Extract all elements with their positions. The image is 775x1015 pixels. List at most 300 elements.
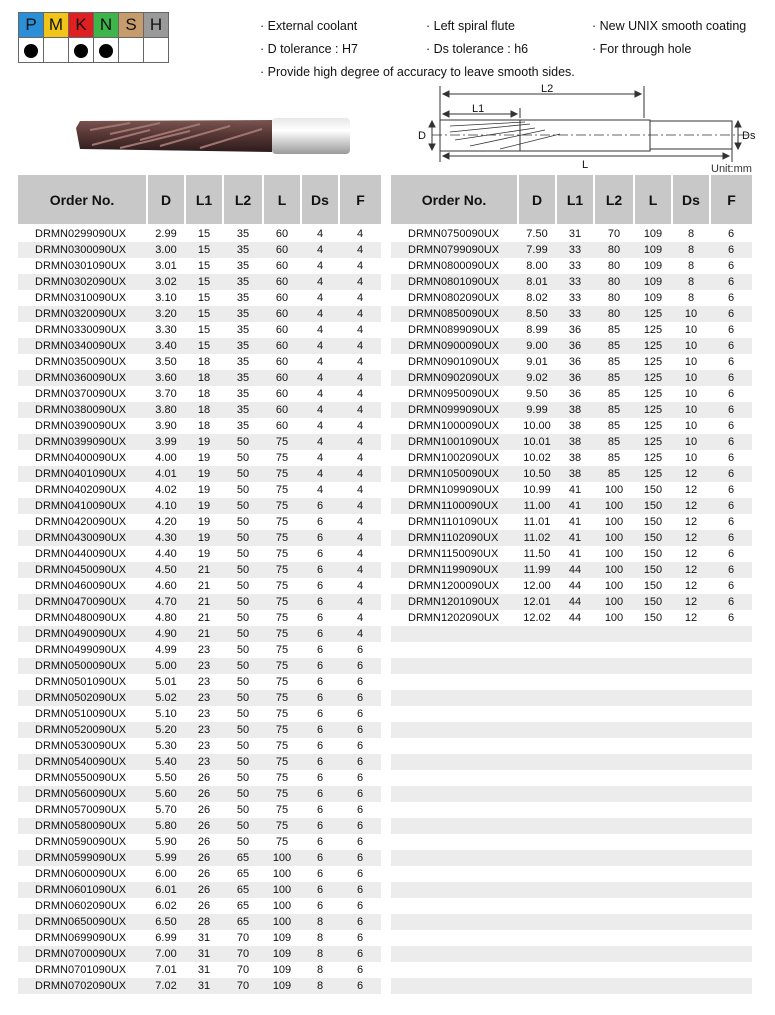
- spec-cell: 23: [197, 740, 211, 752]
- spec-cell: [710, 978, 752, 994]
- spec-cell: 4.10: [147, 498, 185, 514]
- table-row: [391, 882, 752, 898]
- order-number-cell: [391, 674, 518, 690]
- spec-cell: 21: [185, 594, 223, 610]
- spec-cell: 75: [275, 516, 289, 528]
- spec-cell: 41: [568, 516, 582, 528]
- spec-cell: [672, 690, 710, 706]
- spec-cell: 10: [672, 402, 710, 418]
- table-row: [18, 594, 381, 610]
- table-row: [391, 594, 752, 610]
- spec-cell: [518, 642, 556, 658]
- spec-cell: [672, 866, 710, 882]
- spec-cell: 6: [316, 644, 324, 656]
- label-l2: L2: [541, 83, 554, 95]
- column-header: L1: [185, 175, 223, 224]
- order-number-cell: DRMN0470090UX: [18, 594, 147, 610]
- spec-cell: 125: [643, 452, 663, 464]
- table-row: [391, 658, 752, 674]
- table-row: [18, 498, 381, 514]
- spec-cell: [672, 802, 710, 818]
- spec-cell: 75: [275, 452, 289, 464]
- spec-cell: 36: [568, 388, 582, 400]
- spec-cell: 4: [301, 466, 339, 482]
- spec-cell: 19: [185, 434, 223, 450]
- table-row: [391, 786, 752, 802]
- spec-cell: [594, 882, 634, 898]
- order-number-cell: DRMN0300090UX: [18, 242, 147, 258]
- table-row: [18, 546, 381, 562]
- spec-cell: 6: [710, 466, 752, 482]
- order-number-cell: DRMN0299090UX: [35, 228, 127, 240]
- spec-cell: 75: [275, 676, 289, 688]
- order-number-cell: DRMN0330090UX: [35, 324, 127, 336]
- spec-cell: 8.01: [518, 274, 556, 290]
- spec-cell: [634, 770, 672, 786]
- table-row: [18, 514, 381, 530]
- order-number-cell: [391, 786, 518, 802]
- spec-cell: 4: [316, 420, 324, 432]
- spec-cell: 10: [672, 306, 710, 322]
- spec-cell: 75: [263, 466, 301, 482]
- spec-cell: [672, 882, 710, 898]
- column-header: F: [710, 175, 752, 224]
- spec-cell: 5.02: [147, 690, 185, 706]
- order-number-cell: [391, 754, 518, 770]
- spec-cell: 19: [185, 498, 223, 514]
- spec-cell: 150: [634, 562, 672, 578]
- label-d: D: [418, 130, 426, 142]
- spec-cell: 100: [604, 516, 624, 528]
- table-row: [391, 370, 752, 386]
- spec-cell: 35: [236, 420, 250, 432]
- spec-cell: 33: [556, 306, 594, 322]
- spec-cell: 50: [236, 772, 250, 784]
- order-number-cell: DRMN0510090UX: [35, 708, 127, 720]
- spec-cell: 6: [339, 722, 381, 738]
- spec-cell: 41: [556, 498, 594, 514]
- order-number-cell: DRMN0602090UX: [35, 900, 127, 912]
- spec-cell: [594, 722, 634, 738]
- spec-cell: 5.50: [155, 772, 177, 784]
- spec-cell: 60: [263, 306, 301, 322]
- column-header: D: [518, 175, 556, 224]
- spec-cell: 3.80: [147, 402, 185, 418]
- spec-cell: 4: [339, 242, 381, 258]
- spec-cell: 10.02: [523, 452, 551, 464]
- spec-cell: 3.10: [155, 292, 177, 304]
- table-row: [18, 434, 381, 450]
- spec-cell: [556, 706, 594, 722]
- spec-cell: 6: [356, 900, 364, 912]
- spec-cell: 12: [684, 580, 698, 592]
- label-ds: Ds: [742, 130, 756, 142]
- spec-cell: 75: [263, 498, 301, 514]
- spec-cell: 6: [301, 562, 339, 578]
- spec-cell: [594, 866, 634, 882]
- spec-cell: [556, 770, 594, 786]
- spec-cell: 41: [568, 484, 582, 496]
- order-number-cell: DRMN0301090UX: [35, 260, 127, 272]
- spec-cell: 125: [634, 370, 672, 386]
- spec-cell: 4.60: [155, 580, 177, 592]
- spec-cell: 4: [339, 498, 381, 514]
- spec-cell: [672, 946, 710, 962]
- spec-cell: 65: [223, 882, 263, 898]
- order-number-cell: DRMN1200090UX: [408, 580, 500, 592]
- spec-cell: 12.02: [523, 612, 551, 624]
- spec-cell: 15: [197, 228, 211, 240]
- spec-cell: 4.01: [147, 466, 185, 482]
- label-l: L: [582, 159, 589, 171]
- feature-ds-tolerance: · Ds tolerance : h6: [426, 42, 529, 56]
- spec-cell: 36: [556, 370, 594, 386]
- order-number-cell: DRMN0701090UX: [35, 964, 127, 976]
- table-row: [391, 962, 752, 978]
- spec-cell: 4: [356, 324, 364, 336]
- order-number-cell: DRMN0750090UX: [408, 228, 500, 240]
- spec-cell: 12: [672, 562, 710, 578]
- spec-cell: [556, 850, 594, 866]
- spec-cell: 6: [316, 868, 324, 880]
- spec-cell: 4: [356, 484, 364, 496]
- spec-cell: 6: [727, 580, 735, 592]
- table-row: [391, 642, 752, 658]
- spec-cell: 75: [275, 580, 289, 592]
- spec-cell: 109: [643, 260, 663, 272]
- table-row: [391, 674, 752, 690]
- spec-cell: 50: [236, 708, 250, 720]
- order-number-cell: [391, 706, 518, 722]
- spec-cell: 65: [223, 850, 263, 866]
- spec-cell: 6: [316, 548, 324, 560]
- table-row: [391, 306, 752, 322]
- spec-cell: 6: [356, 772, 364, 784]
- spec-cell: 6: [301, 658, 339, 674]
- feature-accuracy: · Provide high degree of accuracy to leave smooth sides.: [260, 65, 575, 79]
- spec-cell: 12: [672, 594, 710, 610]
- spec-cell: 6: [356, 932, 364, 944]
- table-row: [391, 850, 752, 866]
- spec-cell: [672, 914, 710, 930]
- table-row: [391, 722, 752, 738]
- table-row: [18, 930, 381, 946]
- spec-cell: 50: [236, 676, 250, 688]
- spec-cell: 70: [236, 932, 250, 944]
- spec-cell: 125: [643, 420, 663, 432]
- table-row: [391, 818, 752, 834]
- spec-cell: 26: [197, 772, 211, 784]
- spec-cell: 75: [263, 690, 301, 706]
- spec-cell: [710, 818, 752, 834]
- spec-cell: [518, 722, 556, 738]
- spec-cell: 26: [197, 868, 211, 880]
- spec-cell: 75: [263, 626, 301, 642]
- spec-cell: [672, 722, 710, 738]
- table-row: [391, 224, 752, 242]
- table-row: [18, 258, 381, 274]
- order-number-cell: DRMN0430090UX: [18, 530, 147, 546]
- table-row: [18, 914, 381, 930]
- spec-cell: 4.70: [147, 594, 185, 610]
- order-number-cell: [391, 930, 518, 946]
- order-number-cell: DRMN0450090UX: [18, 562, 147, 578]
- spec-cell: [518, 786, 556, 802]
- spec-cell: 6: [316, 836, 324, 848]
- spec-cell: 26: [197, 900, 211, 912]
- spec-cell: 65: [223, 914, 263, 930]
- spec-cell: 4: [316, 228, 324, 240]
- spec-cell: 75: [263, 754, 301, 770]
- spec-cell: [518, 834, 556, 850]
- spec-cell: 35: [223, 274, 263, 290]
- table-row: [18, 402, 381, 418]
- spec-cell: [518, 850, 556, 866]
- spec-cell: 26: [197, 836, 211, 848]
- spec-cell: 5.80: [147, 818, 185, 834]
- spec-cell: 12: [672, 466, 710, 482]
- spec-cell: 6: [710, 338, 752, 354]
- spec-cell: 12: [684, 484, 698, 496]
- order-number-cell: DRMN1002090UX: [408, 452, 500, 464]
- spec-cell: 10: [684, 452, 698, 464]
- spec-cell: 38: [556, 402, 594, 418]
- spec-cell: 80: [607, 260, 621, 272]
- table-row: [18, 962, 381, 978]
- spec-cell: [594, 738, 634, 754]
- spec-cell: 75: [275, 548, 289, 560]
- spec-cell: 23: [197, 676, 211, 688]
- spec-cell: [556, 786, 594, 802]
- spec-cell: [634, 706, 672, 722]
- spec-cell: 3.02: [147, 274, 185, 290]
- spec-cell: [634, 962, 672, 978]
- spec-cell: 10.01: [518, 434, 556, 450]
- column-header: L2: [594, 175, 634, 224]
- spec-cell: 6: [301, 754, 339, 770]
- spec-cell: [518, 978, 556, 994]
- spec-cell: 100: [272, 868, 292, 880]
- spec-cell: [672, 930, 710, 946]
- spec-cell: 36: [556, 338, 594, 354]
- material-cell: M: [44, 13, 69, 38]
- spec-cell: 6: [727, 356, 735, 368]
- table-row: [391, 258, 752, 274]
- table-row: [391, 610, 752, 626]
- spec-cell: 41: [556, 530, 594, 546]
- feature-coolant: · External coolant: [260, 19, 358, 33]
- order-number-cell: DRMN0900090UX: [391, 338, 518, 354]
- spec-cell: 6.00: [155, 868, 177, 880]
- spec-cell: 60: [263, 338, 301, 354]
- spec-cell: 85: [594, 370, 634, 386]
- spec-cell: [518, 898, 556, 914]
- spec-cell: 75: [275, 612, 289, 624]
- spec-cell: 75: [275, 740, 289, 752]
- spec-cell: 150: [643, 612, 663, 624]
- column-header: Ds: [301, 175, 339, 224]
- table-row: [18, 642, 381, 658]
- spec-cell: 60: [275, 260, 289, 272]
- product-table-left: [18, 175, 381, 994]
- order-number-cell: DRMN1102090UX: [391, 530, 518, 546]
- spec-cell: 4: [301, 274, 339, 290]
- spec-cell: 18: [197, 356, 211, 368]
- table-row: [18, 754, 381, 770]
- spec-cell: 6.01: [147, 882, 185, 898]
- spec-cell: [672, 834, 710, 850]
- unit-label: Unit:mm: [711, 163, 752, 175]
- spec-cell: 60: [275, 228, 289, 240]
- spec-cell: 15: [185, 338, 223, 354]
- spec-cell: 23: [185, 754, 223, 770]
- spec-cell: 11.99: [518, 562, 556, 578]
- order-number-cell: [391, 802, 518, 818]
- spec-cell: 19: [197, 484, 211, 496]
- spec-cell: [634, 866, 672, 882]
- spec-cell: 44: [556, 562, 594, 578]
- spec-cell: 75: [275, 804, 289, 816]
- spec-cell: 3.00: [147, 242, 185, 258]
- spec-cell: 150: [643, 484, 663, 496]
- spec-cell: 41: [568, 548, 582, 560]
- spec-cell: 15: [185, 274, 223, 290]
- spec-cell: 31: [185, 946, 223, 962]
- spec-cell: [556, 674, 594, 690]
- spec-cell: 100: [604, 612, 624, 624]
- spec-cell: 6: [710, 498, 752, 514]
- spec-cell: [556, 946, 594, 962]
- product-diagram: [0, 0, 775, 175]
- table-row: [18, 466, 381, 482]
- spec-cell: 15: [185, 242, 223, 258]
- table-row: [18, 482, 381, 498]
- spec-cell: 6: [301, 850, 339, 866]
- table-row: [391, 242, 752, 258]
- table-row: [391, 690, 752, 706]
- spec-cell: 21: [197, 580, 211, 592]
- table-row: [18, 224, 381, 242]
- order-number-cell: DRMN0460090UX: [35, 580, 127, 592]
- order-number-cell: [391, 738, 518, 754]
- spec-cell: 7.99: [518, 242, 556, 258]
- spec-cell: 35: [223, 402, 263, 418]
- column-header: Order No.: [18, 175, 147, 224]
- spec-cell: 33: [556, 274, 594, 290]
- spec-cell: [594, 770, 634, 786]
- table-row: [18, 530, 381, 546]
- order-number-cell: [391, 914, 518, 930]
- spec-cell: 50: [223, 434, 263, 450]
- spec-cell: 75: [263, 818, 301, 834]
- spec-cell: 7.01: [155, 964, 177, 976]
- spec-cell: [594, 690, 634, 706]
- spec-cell: 6: [727, 452, 735, 464]
- spec-cell: 50: [236, 740, 250, 752]
- spec-cell: 44: [568, 580, 582, 592]
- order-number-cell: DRMN1099090UX: [408, 484, 500, 496]
- spec-cell: [710, 914, 752, 930]
- spec-cell: [556, 802, 594, 818]
- spec-cell: 8: [687, 260, 695, 272]
- spec-cell: 6: [316, 612, 324, 624]
- spec-cell: 125: [643, 324, 663, 336]
- order-number-cell: [391, 882, 518, 898]
- spec-cell: 26: [185, 850, 223, 866]
- spec-cell: 11.01: [523, 516, 551, 528]
- order-number-cell: DRMN0901090UX: [408, 356, 500, 368]
- spec-cell: 6.99: [155, 932, 177, 944]
- spec-cell: 4.99: [155, 644, 177, 656]
- spec-cell: 6: [301, 786, 339, 802]
- spec-cell: [556, 658, 594, 674]
- order-number-cell: DRMN0380090UX: [18, 402, 147, 418]
- spec-cell: 3.50: [155, 356, 177, 368]
- spec-cell: 15: [197, 292, 211, 304]
- order-number-cell: DRMN0540090UX: [18, 754, 147, 770]
- spec-cell: 31: [185, 978, 223, 994]
- spec-cell: 4: [316, 356, 324, 368]
- spec-cell: 4: [316, 260, 324, 272]
- spec-cell: 6: [339, 690, 381, 706]
- order-number-cell: DRMN1100090UX: [391, 498, 518, 514]
- spec-cell: 6: [356, 740, 364, 752]
- feature-coating: · New UNIX smooth coating: [592, 19, 747, 33]
- order-number-cell: DRMN0550090UX: [35, 772, 127, 784]
- spec-cell: 10: [684, 356, 698, 368]
- spec-cell: 6: [727, 260, 735, 272]
- spec-cell: 19: [197, 452, 211, 464]
- table-row: [391, 866, 752, 882]
- spec-cell: [556, 914, 594, 930]
- order-number-cell: DRMN0902090UX: [391, 370, 518, 386]
- spec-cell: [556, 978, 594, 994]
- spec-cell: [594, 754, 634, 770]
- spec-cell: [518, 914, 556, 930]
- spec-cell: [594, 706, 634, 722]
- order-number-cell: DRMN0390090UX: [35, 420, 127, 432]
- spec-cell: 6: [710, 530, 752, 546]
- spec-cell: 70: [223, 946, 263, 962]
- spec-cell: 50: [223, 786, 263, 802]
- column-header: L: [634, 175, 672, 224]
- spec-cell: 7.02: [147, 978, 185, 994]
- table-row: [18, 818, 381, 834]
- spec-cell: [672, 786, 710, 802]
- table-row: [391, 530, 752, 546]
- spec-cell: 6: [356, 964, 364, 976]
- spec-cell: [556, 722, 594, 738]
- spec-cell: 35: [236, 356, 250, 368]
- spec-cell: 6.02: [155, 900, 177, 912]
- order-number-cell: DRMN0310090UX: [35, 292, 127, 304]
- spec-cell: 4: [356, 292, 364, 304]
- spec-cell: 50: [223, 562, 263, 578]
- spec-cell: 4: [301, 434, 339, 450]
- order-number-cell: [391, 818, 518, 834]
- order-number-cell: DRMN1000090UX: [408, 420, 500, 432]
- spec-cell: [594, 802, 634, 818]
- spec-cell: 4: [356, 452, 364, 464]
- spec-cell: 125: [643, 388, 663, 400]
- spec-cell: 6: [727, 548, 735, 560]
- spec-cell: 6: [339, 882, 381, 898]
- spec-cell: 9.99: [518, 402, 556, 418]
- spec-cell: 65: [236, 900, 250, 912]
- spec-cell: 50: [223, 690, 263, 706]
- spec-cell: 4.80: [155, 612, 177, 624]
- spec-cell: 8: [672, 242, 710, 258]
